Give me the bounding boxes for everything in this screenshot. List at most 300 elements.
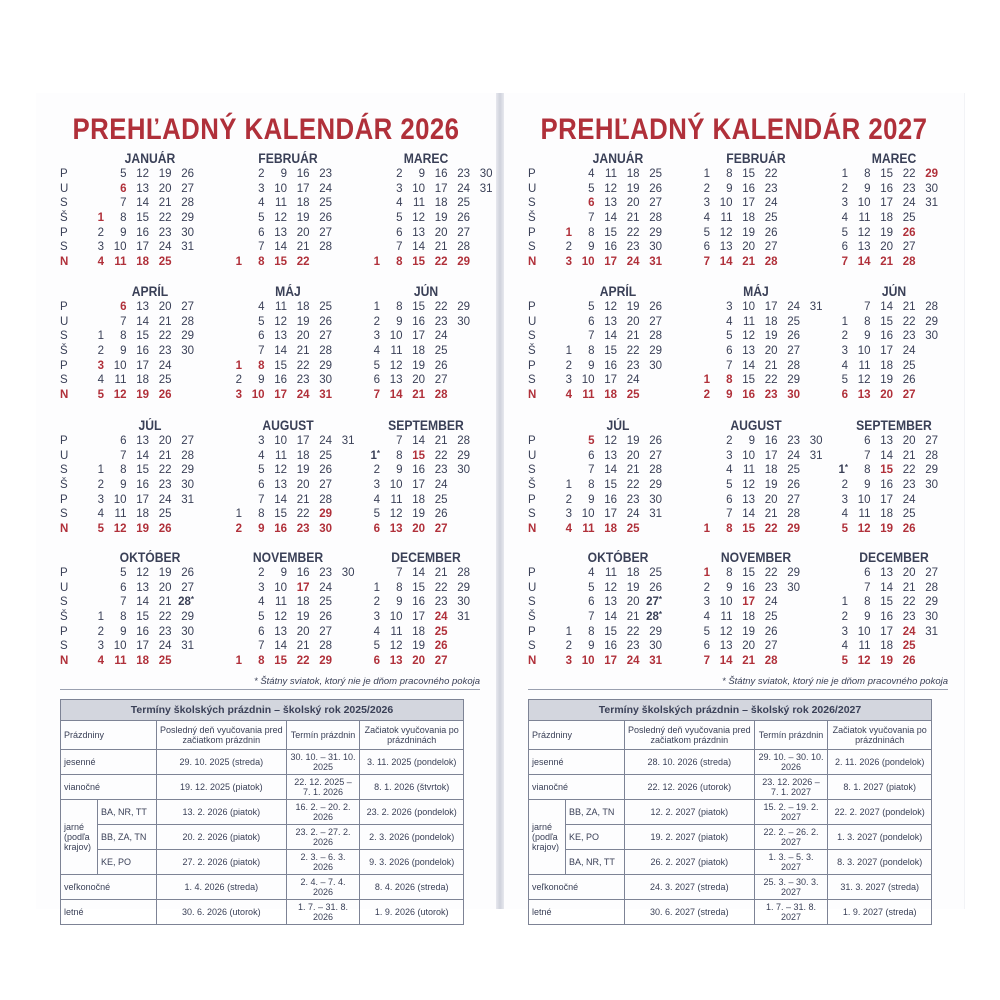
day-cell: 14 [604,611,617,624]
week-row [830,507,958,522]
day-cell: 11 [743,464,755,477]
day-cell: 23 [158,479,172,492]
week-row [554,226,682,241]
month-september [830,417,958,537]
week-row [692,388,820,403]
month-august [692,417,823,537]
day-cell: 18 [764,464,778,477]
week-row [554,493,682,508]
term-cell: 1. 7. – 31. 8. 2026 [286,900,360,925]
week-row [224,625,352,640]
day-cell: 25 [434,625,448,638]
day-cell: 11 [605,168,617,180]
day-cell: 20 [742,640,755,653]
week-row [86,478,214,493]
day-cell: 14 [880,449,893,462]
day-cell: 20 [902,435,916,447]
day-cell: 1 [703,168,710,180]
month-name: FEBRUÁR [258,151,318,166]
day-cell: 6 [841,389,848,402]
day-cell: 12 [113,389,127,402]
day-cell: 17 [412,330,425,343]
day-cell: 11 [743,315,755,328]
day-cell: 16 [412,596,425,609]
day-cell: 10 [389,330,403,343]
day-cell: 7 [396,567,403,579]
week-row [554,639,682,654]
week-row [86,639,214,654]
day-cell: 18 [742,611,755,624]
table-row [529,800,932,825]
day-cell: 4 [258,449,265,462]
day-cell: 29 [925,464,938,477]
week-row [86,625,214,640]
day-cell: 17 [274,389,287,402]
week-row [86,240,214,255]
holiday-name: veľkonočné [529,875,625,900]
last-day-cell: 30. 6. 2027 (streda) [625,900,755,925]
week-row [830,196,958,211]
weekday-labels [528,434,542,537]
day-cell: 9 [258,374,265,387]
week-row [224,167,352,182]
day-cell: 20 [880,241,893,254]
day-cell: 16 [742,182,755,195]
week-row [362,315,490,330]
day-cell: 27 [764,640,778,653]
month-name: APRÍL [599,284,637,299]
day-cell: 19 [880,226,893,239]
weekday-label: P [60,359,68,372]
week-row [362,211,490,226]
week-row [692,478,820,493]
day-cell: 13 [389,655,403,668]
month-grid [692,167,820,270]
weekday-label: S [60,640,68,653]
day-cell: 24 [626,508,640,521]
month-február [224,150,352,270]
day-cell: 3 [841,197,848,210]
day-cell: 1 [565,226,572,239]
term-cell: 22. 12. 2025 – 7. 1. 2026 [286,775,360,800]
day-cell: 28 [649,464,662,477]
month-grid [86,167,214,270]
day-cell: 9 [588,493,595,506]
week-row [362,344,490,359]
weekday-labels [60,300,74,403]
month-apríl [554,283,682,403]
day-cell: 14 [412,435,425,447]
day-cell: 24 [434,330,448,343]
day-cell: 25 [158,374,172,387]
holiday-star: * [658,610,662,620]
day-cell: 10 [251,389,265,402]
day-cell: 12 [389,640,403,653]
day-cell: 26 [902,226,916,239]
week-row [362,226,490,241]
week-row [692,196,820,211]
week-row [224,449,352,464]
week-row [830,610,958,625]
day-cell: 20 [626,596,640,609]
week-row [692,373,820,388]
day-cell: 3 [565,256,572,269]
day-cell: 26 [764,226,778,239]
day-cell: 14 [412,567,425,579]
day-cell: 14 [274,241,287,254]
day-cell: 21 [626,611,640,624]
day-cell: 14 [742,508,755,521]
day-cell: 24 [764,197,778,210]
week-row [830,595,958,610]
weekday-label: P [528,625,536,638]
day-cell: 14 [412,241,425,254]
week-row [830,463,958,478]
day-cell: 15 [880,168,893,180]
month-jún [830,283,958,403]
week-row [224,359,352,374]
day-cell: 9 [726,389,733,402]
day-cell: 6 [120,301,127,313]
day-cell: 20 [412,523,425,536]
day-cell: 26 [319,212,332,225]
day-cell: 17 [412,611,425,624]
day-cell: 21 [296,345,310,358]
month-grid [224,434,355,537]
day-cell: 16 [880,611,893,624]
day-cell: 16 [764,435,778,447]
week-row [692,625,820,640]
day-cell: 16 [296,168,310,180]
day-cell: 25 [649,567,662,579]
week-row [86,463,214,478]
week-row [362,300,490,315]
day-cell: 14 [136,197,149,210]
day-cell: 20 [742,241,755,254]
day-cell: 5 [726,479,733,492]
day-cell: 24 [457,182,470,195]
week-row [692,507,820,522]
month-október [554,549,682,669]
day-cell: 30 [457,596,470,609]
day-cell: 10 [581,508,595,521]
day-cell: 18 [136,508,149,521]
day-cell: 1 [373,256,380,269]
day-cell: 27 [902,241,916,254]
month-november [692,549,820,669]
day-cell: 25 [319,449,332,462]
day-cell: 5 [841,374,848,387]
day-cell: 2 [841,479,848,492]
day-cell: 27 [181,182,194,195]
day-cell: 23 [158,345,172,358]
day-cell: 6 [258,479,265,492]
day-cell: 27 [902,389,916,402]
day-cell: 4 [703,611,710,624]
day-cell: 30 [181,479,194,492]
weekday-label: Š [528,611,536,624]
day-cell: 8 [396,581,403,594]
day-cell: 2 [565,241,572,254]
day-cell: 3 [97,493,104,506]
region-cell: BA, NR, TT [98,800,157,825]
day-cell: 25 [764,611,778,624]
day-cell: 27 [434,655,448,668]
month-marec [362,150,493,270]
day-cell: 17 [136,241,149,254]
day-cell: 27 [181,581,194,594]
day-cell: 25 [319,301,332,313]
day-cell: 13 [604,596,617,609]
day-cell: 5 [97,389,104,402]
day-cell: 16 [604,359,617,372]
quarter-block [36,150,496,280]
day-cell: 27 [181,301,194,313]
term-cell: 23. 2. – 27. 2. 2026 [286,825,360,850]
day-cell: 15 [880,464,893,477]
header-cell: Termín prázdnin [286,721,360,750]
day-cell: 4 [373,625,380,638]
month-name: DECEMBER [391,550,461,565]
weekday-label: U [60,182,69,195]
weekday-label: Š [528,212,536,225]
day-cell: 2 [97,625,104,638]
day-cell: 28 [764,655,778,668]
day-cell: 18 [412,493,425,506]
day-cell: 22 [296,508,310,521]
day-cell: 22 [626,226,640,239]
day-cell: 28 [319,493,332,506]
quarter-block [36,417,496,547]
week-row [554,182,682,197]
holiday-name: veľkonočné [61,875,157,900]
week-row [362,639,490,654]
day-cell: 18 [136,655,149,668]
week-row [86,255,214,270]
month-grid [554,167,682,270]
day-cell: 18 [136,374,149,387]
day-cell: 21 [626,330,640,343]
day-cell: 4 [841,640,848,653]
week-row [362,449,490,464]
day-cell: 24 [902,345,916,358]
day-cell: 19 [880,523,893,536]
day-cell: 14 [719,256,733,269]
day-cell: 31 [649,508,662,521]
day-cell: 27 [181,435,194,447]
day-cell: 20 [296,625,310,638]
day-cell: 7 [258,345,265,358]
day-cell: 19 [626,581,640,594]
table-row [529,750,932,775]
month-grid [554,300,682,403]
day-cell: 20 [158,435,172,447]
day-cell: 27 [764,241,778,254]
day-cell: 14 [389,389,403,402]
day-cell: 7 [726,508,733,521]
table-row [61,825,464,850]
day-cell: 27 [434,374,448,387]
day-cell: 6 [373,523,380,536]
day-cell: 2 [565,493,572,506]
day-cell: 8 [588,625,595,638]
week-row [692,359,820,374]
day-cell: 1 [565,625,572,638]
week-row [224,388,352,403]
day-cell: 9 [120,625,127,638]
week-row [554,388,682,403]
day-cell: 17 [296,435,310,447]
day-cell: 10 [113,640,127,653]
day-cell: 9 [120,345,127,358]
day-cell: 30 [181,226,194,239]
day-cell: 12 [274,212,287,225]
weekday-label: P [60,168,68,180]
day-cell: 24 [158,241,172,254]
day-cell: 8 [726,523,733,536]
day-cell: 20 [296,330,310,343]
day-cell: 5 [396,212,403,225]
day-cell: 31 [479,182,493,195]
day-cell: 27* [646,595,662,609]
start-cell: 23. 2. 2026 (pondelok) [360,800,464,825]
day-cell: 28 [319,640,332,653]
day-cell: 19 [296,315,310,328]
day-cell: 18 [296,596,310,609]
day-cell: 30 [809,435,823,447]
week-row [554,255,682,270]
day-cell: 12 [742,330,755,343]
day-cell: 2 [726,435,733,447]
week-row [554,625,682,640]
day-cell: 12 [857,523,871,536]
day-cell: 30 [787,581,800,594]
day-cell: 26 [181,168,194,180]
day-cell: 8 [588,345,595,358]
day-cell: 7 [726,359,733,372]
weekday-label: N [60,523,69,536]
day-cell: 4 [373,345,380,358]
day-cell: 12 [412,212,425,225]
day-cell: 6 [703,241,710,254]
day-cell: 8 [864,596,871,609]
day-cell: 1 [703,523,710,536]
day-cell: 1 [841,168,848,180]
header-cell: Začiatok vyučovania po prázdninách [360,721,464,750]
day-cell: 17 [604,374,617,387]
day-cell: 16 [742,389,755,402]
day-cell: 11 [275,301,287,313]
day-cell: 13 [857,241,871,254]
start-cell: 1. 3. 2027 (pondelok) [828,825,932,850]
day-cell: 22 [434,256,448,269]
header-cell: Prázdniny [61,721,157,750]
weekday-label: P [528,168,536,180]
table-header-row [529,721,932,750]
weekday-label: S [528,330,536,343]
weekday-label: S [60,596,68,609]
day-cell: 3 [235,389,242,402]
day-cell: 31 [181,241,194,254]
term-cell: 23. 12. 2026 – 7. 1. 2027 [754,775,828,800]
weekday-label: S [60,241,68,254]
quarter-block [504,150,964,280]
day-cell: 17 [764,301,778,313]
weekday-label: P [60,567,68,579]
day-cell: 31 [649,655,662,668]
month-grid [692,566,820,669]
day-cell: 9 [726,581,733,594]
day-cell: 20 [158,581,172,594]
day-cell: 21 [296,493,310,506]
week-row [86,344,214,359]
week-row [830,182,958,197]
day-cell: 27 [319,330,332,343]
day-cell: 28 [902,256,916,269]
day-cell: 13 [274,479,287,492]
day-cell: 19 [742,625,755,638]
day-cell: 25 [902,359,916,372]
table-row [61,775,464,800]
weekday-label: Š [60,212,68,225]
day-cell: 28 [925,449,938,462]
week-row [362,388,490,403]
day-cell: 19 [764,479,778,492]
day-cell: 28 [649,330,662,343]
week-row [554,507,682,522]
day-cell: 17 [764,449,778,462]
day-cell: 13 [412,226,425,239]
month-grid [554,566,682,669]
day-cell: 29 [649,226,662,239]
week-row [692,566,820,581]
weekday-label: U [60,581,69,594]
day-cell: 1 [373,301,380,313]
day-cell: 5 [373,508,380,521]
day-cell: 9 [864,330,871,343]
week-row [554,654,682,669]
day-cell: 26 [319,315,332,328]
weekday-label: S [60,330,68,343]
day-cell: 27 [649,449,662,462]
day-cell: 8 [120,464,127,477]
month-name: SEPTEMBER [856,418,932,433]
day-cell: 16 [412,315,425,328]
day-cell: 20 [296,226,310,239]
day-cell: 27 [787,345,800,358]
day-cell: 31 [809,449,823,462]
day-cell: 6 [120,435,127,447]
day-cell: 23 [902,182,916,195]
header-cell: Termín prázdnin [754,721,828,750]
weekday-labels [528,566,542,669]
day-cell: 7 [373,389,380,402]
month-name: MÁJ [275,284,301,299]
weekday-label: P [528,226,536,239]
day-cell: 17 [880,345,893,358]
day-cell: 20 [158,182,172,195]
day-cell: 21 [626,464,640,477]
weekday-label: S [528,241,536,254]
table-row [529,900,932,925]
day-cell: 23 [626,241,640,254]
day-cell: 24 [158,359,172,372]
day-cell: 22 [158,330,172,343]
week-row [554,329,682,344]
week-row [830,449,958,464]
day-cell: 30 [649,640,662,653]
weekday-label: Š [528,479,536,492]
